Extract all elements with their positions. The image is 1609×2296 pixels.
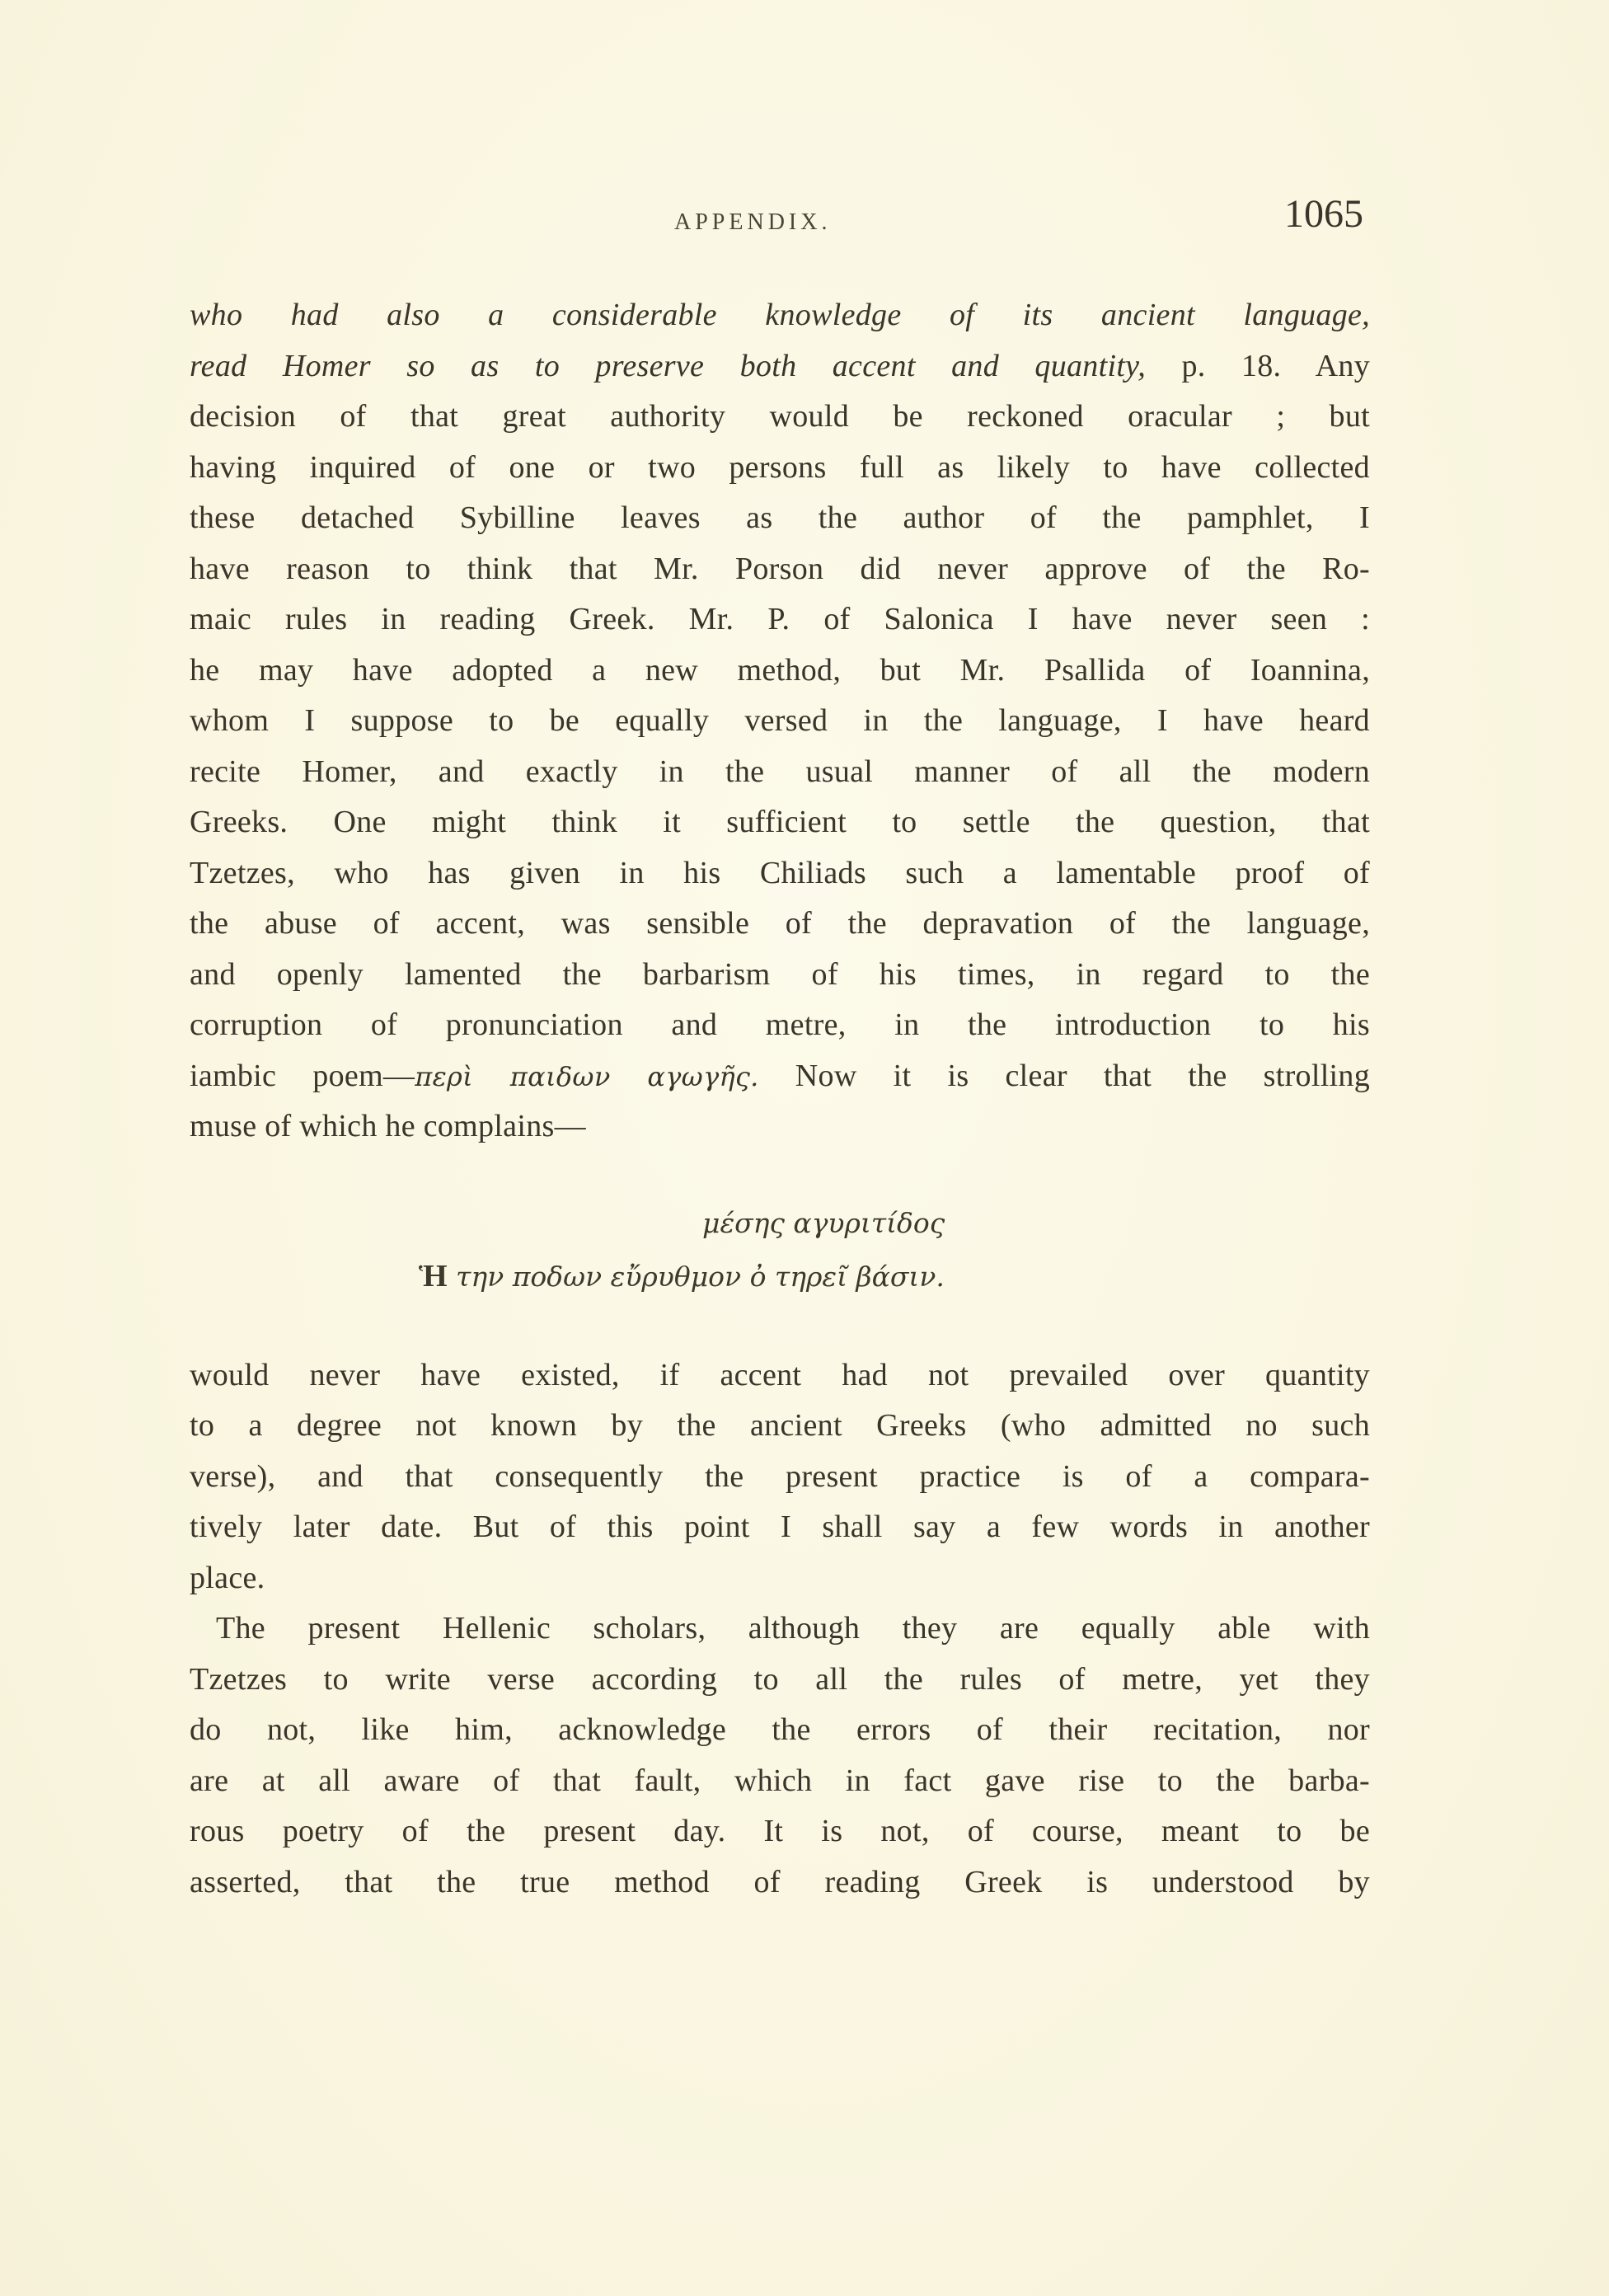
verse-text: την ποδων εὔρυθμον ὀ τηρεῖ βάσιν. <box>447 1260 945 1293</box>
text-line: Tzetzes, who has given in his Chiliads such a lamentable proof of <box>190 855 1370 890</box>
paragraph-3 <box>190 1603 1370 1908</box>
text-span: iambic poem— <box>190 1058 415 1093</box>
page-number: 1065 <box>1284 192 1363 236</box>
text-line: asserted, that the true method of reading Greek is understood by <box>190 1864 1370 1899</box>
paragraph-1 <box>190 290 1370 1153</box>
text-line: verse), and that consequently the present practice is of a compara- <box>190 1458 1370 1494</box>
verse-line-1: μέσης αγυριτίδος <box>702 1206 945 1239</box>
italic-quote: who had also a considerable knowledge of its ancient language, <box>190 298 1370 332</box>
running-head <box>0 191 1609 241</box>
greek-verse-quotation <box>190 1153 1370 1350</box>
text-line: and openly lamented the barbarism of his times, in regard to the <box>190 956 1370 992</box>
greek-title: περὶ παιδων αγωγῆς. <box>415 1060 759 1092</box>
body-text <box>190 290 1370 1908</box>
text-line: the abuse of accent, was sensible of the depravation of the language, <box>190 906 1370 941</box>
text-line: decision of that great authority would be reckoned oracular ; but <box>190 399 1370 434</box>
text-line: rous poetry of the present day. It is not, of course, meant to be <box>190 1814 1370 1848</box>
text-line: to a degree not known by the ancient Greeks (who admitted no such <box>190 1408 1370 1443</box>
verse-line-2 <box>419 1258 945 1294</box>
text-line: are at all aware of that fault, which in fact gave rise to the barba- <box>190 1763 1370 1798</box>
text-line <box>190 290 1370 341</box>
text-line: whom I suppose to be equally versed in the language, I have heard <box>190 703 1370 738</box>
text-line: have reason to think that Mr. Porson did never approve of the Ro- <box>190 551 1370 586</box>
text-span: Now it is clear that the strolling <box>758 1058 1371 1093</box>
text-line: corruption of pronunciation and metre, in the introduction to his <box>190 1007 1370 1042</box>
text-line: do not, like him, acknowledge the errors of their recitation, nor <box>190 1712 1370 1747</box>
text-line: would never have existed, if accent had not prevailed over quantity <box>190 1357 1370 1392</box>
text-line: place. <box>190 1560 265 1595</box>
paragraph-2 <box>190 1350 1370 1604</box>
text-line: tively later date. But of this point I shall say a few words in another <box>190 1510 1370 1544</box>
text-line <box>190 1051 1370 1102</box>
text-line: having inquired of one or two persons full as likely to have collected <box>190 449 1370 485</box>
text-line: he may have adopted a new method, but Mr. Psallida of Ioannina, <box>190 652 1370 688</box>
text-line: The present Hellenic scholars, although they are equally able with <box>216 1611 1370 1646</box>
text-line: these detached Sybilline leaves as the author of the pamphlet, I <box>190 500 1370 535</box>
text-line: recite Homer, and exactly in the usual manner of all the modern <box>190 754 1370 789</box>
verse-initial: Ἡ <box>419 1258 448 1294</box>
text-line: Greeks. One might think it sufficient to settle the question, that <box>190 805 1370 839</box>
text-line <box>190 341 1370 392</box>
text-line: Tzetzes to write verse according to all the rules of metre, yet they <box>190 1661 1370 1697</box>
text-line: muse of which he complains— <box>190 1109 586 1143</box>
italic-quote: read Homer so as to preserve both accent and quantity, <box>190 348 1147 383</box>
citation: p. 18. Any <box>1146 348 1370 383</box>
text-line: maic rules in reading Greek. Mr. P. of Salonica I have never seen : <box>190 602 1370 636</box>
running-title: APPENDIX. <box>674 209 832 235</box>
